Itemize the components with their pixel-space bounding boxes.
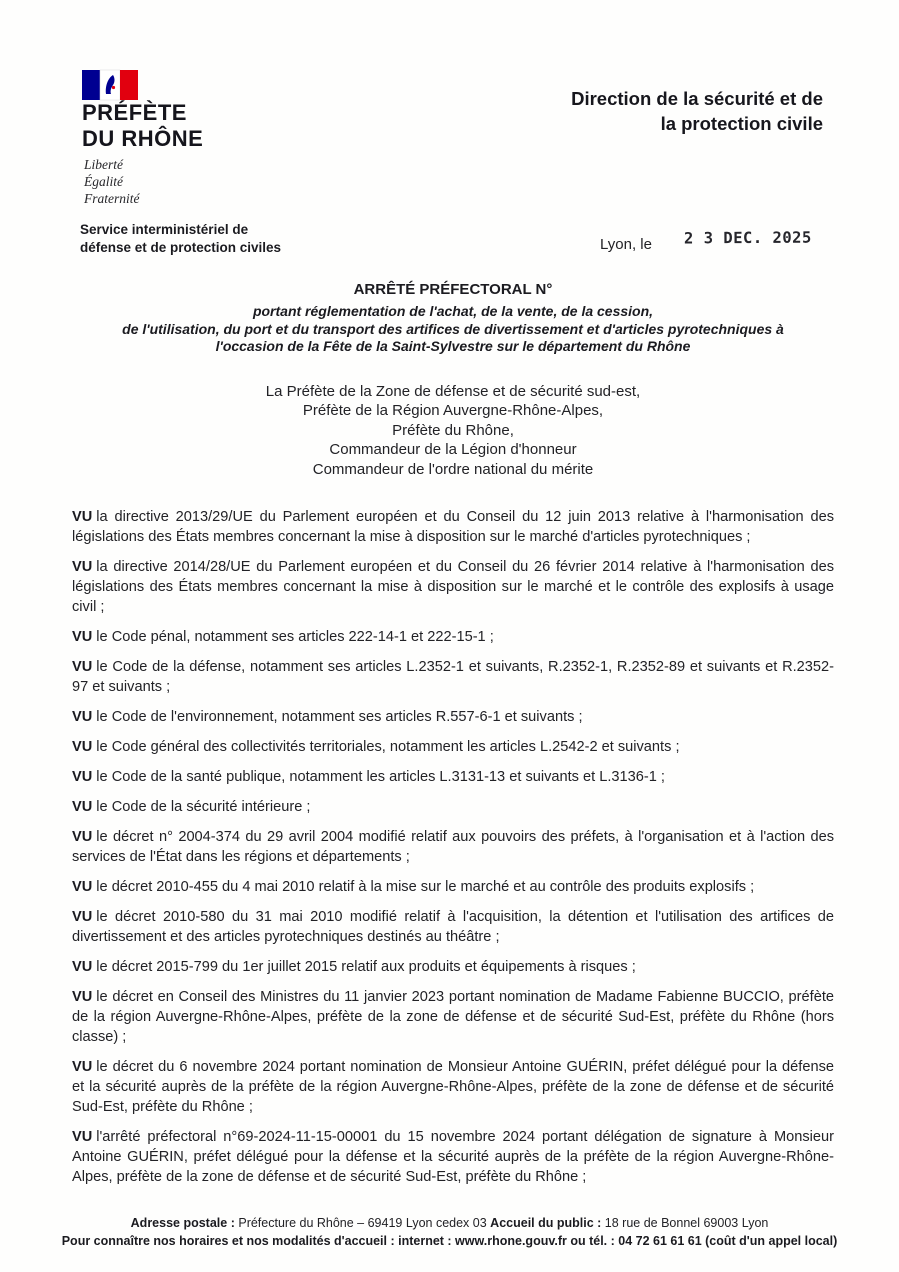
vu-paragraph [72, 627, 834, 647]
vu-paragraphs [72, 507, 834, 1187]
vu-paragraph [72, 657, 834, 697]
vu-paragraph [72, 507, 834, 547]
vu-text: le Code pénal, notamment ses articles 222-14-1 et 222-15-1 ; [96, 629, 494, 645]
vu-paragraph [72, 957, 834, 977]
vu-paragraph [72, 877, 834, 897]
vu-label: VU [72, 989, 93, 1005]
vu-text: l'arrêté préfectoral n°69-2024-11-15-00001 du 15 novembre 2024 portant délégation de signature à Monsieur Antoine GUÉRIN, préfet délégué pour la défense et la sécurité auprès de la préfète de la région Auvergne-Rhône-Alpes, préfète de la zone de défense et de sécurité Sud-Est, préfète du Rhône ; [72, 1129, 834, 1185]
vu-label: VU [72, 659, 93, 675]
authority-line: Commandeur de la Légion d'honneur [329, 441, 577, 458]
footer-public-value: 18 rue de Bonnel 69003 Lyon [604, 1216, 769, 1230]
authority-line: Préfète de la Région Auvergne-Rhône-Alpes, [302, 402, 604, 419]
service-name-line1: Service interministériel de [80, 222, 249, 237]
vu-paragraph [72, 987, 834, 1047]
vu-paragraph [72, 707, 834, 727]
vu-text: la directive 2014/28/UE du Parlement européen et du Conseil du 26 février 2014 relative à l'harmonisation des législations des États membres concernant la mise à disposition sur le marché et le contrôle des explosifs à usage civil ; [72, 559, 834, 615]
vu-paragraph [72, 557, 834, 617]
authority-block [72, 382, 834, 480]
direction-title-line1: Direction de la sécurité et de [571, 88, 823, 109]
vu-label: VU [72, 1129, 93, 1145]
republic-motto [84, 156, 140, 207]
direction-title [571, 86, 823, 136]
service-name-line2: défense et de protection civiles [80, 240, 282, 255]
vu-text: le Code de la défense, notamment ses articles L.2352-1 et suivants, R.2352-1, R.2352-89 et suivants et R.2352-97 et suivants ; [72, 659, 834, 695]
prefecture-name-line2: DU RHÔNE [82, 126, 204, 151]
vu-paragraph [72, 1127, 834, 1187]
vu-label: VU [72, 559, 93, 575]
vu-label: VU [72, 709, 93, 725]
vu-paragraph [72, 767, 834, 787]
vu-label: VU [72, 739, 93, 755]
vu-text: le décret 2010-580 du 31 mai 2010 modifié relatif à l'acquisition, la détention et l'utilisation des artifices de divertissement et des articles pyrotechniques destinés au théâtre ; [72, 909, 834, 945]
footer-contact-line: Pour connaître nos horaires et nos modalités d'accueil : internet : www.rhone.gouv.fr ou tél. : 04 72 61 61 61 (coût d'un appel local) [61, 1234, 838, 1248]
vu-text: le décret 2010-455 du 4 mai 2010 relatif à la mise sur le marché et au contrôle des produits explosifs ; [96, 879, 755, 895]
vu-label: VU [72, 799, 93, 815]
vu-text: la directive 2013/29/UE du Parlement européen et du Conseil du 12 juin 2013 relative à l'harmonisation des législations des États membres concernant la mise à disposition sur le marché d'articles pyrotechniques ; [72, 509, 834, 545]
vu-text: le décret du 6 novembre 2024 portant nomination de Monsieur Antoine GUÉRIN, préfet délégué pour la défense et la sécurité auprès de la préfète de la région Auvergne-Rhône-Alpes, préfète de la zone de défense et de sécurité Sud-Est, préfète du Rhône ; [72, 1059, 834, 1115]
vu-label: VU [72, 769, 93, 785]
prefecture-name-line1: PRÉFÈTE [82, 100, 187, 125]
vu-paragraph [72, 907, 834, 947]
motto-fraternite: Fraternité [84, 191, 140, 206]
vu-label: VU [72, 629, 93, 645]
vu-text: le décret n° 2004-374 du 29 avril 2004 modifié relatif aux pouvoirs des préfets, à l'organisation et à l'action des services de l'État dans les régions et départements ; [72, 829, 834, 865]
motto-liberte: Liberté [84, 157, 123, 172]
vu-paragraph [72, 827, 834, 867]
decree-subtitle-line2: de l'utilisation, du port et du transport des artifices de divertissement et d'articles pyrotechniques à [122, 320, 784, 337]
vu-text: le Code général des collectivités territoriales, notamment les articles L.2542-2 et suivants ; [96, 739, 680, 755]
vu-text: le Code de l'environnement, notamment ses articles R.557-6-1 et suivants ; [96, 709, 583, 725]
vu-text: le Code de la santé publique, notamment les articles L.3131-13 et suivants et L.3136-1 ; [96, 769, 665, 785]
decree-subtitle-line1: portant réglementation de l'achat, de la vente, de la cession, [252, 303, 654, 319]
date-stamp: 2 3 DEC. 2025 [683, 228, 812, 248]
authority-line: La Préfète de la Zone de défense et de sécurité sud-est, [265, 382, 641, 400]
vu-text: le décret en Conseil des Ministres du 11 janvier 2023 portant nomination de Madame Fabienne BUCCIO, préfète de la région Auvergne-Rhône-Alpes, préfète de la zone de défense et de sécurité Sud-Est, préfète du Rhône (hors classe) ; [72, 989, 834, 1045]
document-body [72, 281, 834, 1197]
vu-label: VU [72, 909, 93, 925]
vu-paragraph [72, 737, 834, 757]
vu-label: VU [72, 829, 93, 845]
authority-line: Commandeur de l'ordre national du mérite [312, 460, 594, 478]
vu-paragraph [72, 797, 834, 817]
vu-text: le décret 2015-799 du 1er juillet 2015 relatif aux produits et équipements à risques ; [96, 959, 636, 975]
decree-title-block [72, 281, 834, 356]
decree-title: ARRÊTÉ PRÉFECTORAL N° [353, 281, 553, 298]
vu-label: VU [72, 959, 93, 975]
vu-label: VU [72, 1059, 93, 1075]
direction-title-line2: la protection civile [660, 113, 823, 134]
dateline-label: Lyon, le [600, 236, 652, 253]
vu-paragraph [72, 1057, 834, 1117]
footer-public-label: Accueil du public : [490, 1216, 602, 1230]
vu-text: le Code de la sécurité intérieure ; [96, 799, 311, 815]
vu-label: VU [72, 509, 93, 525]
vu-label: VU [72, 879, 93, 895]
motto-egalite: Égalité [84, 174, 123, 189]
footer-address-line [0, 1216, 899, 1230]
decree-subtitle-line3: l'occasion de la Fête de la Saint-Sylvestre sur le département du Rhône [215, 338, 691, 354]
footer-postal-value: Préfecture du Rhône – 69419 Lyon cedex 03 [238, 1216, 487, 1230]
service-name [80, 221, 281, 257]
footer-postal-label: Adresse postale : [130, 1216, 235, 1230]
authority-line: Préfète du Rhône, [392, 421, 514, 439]
